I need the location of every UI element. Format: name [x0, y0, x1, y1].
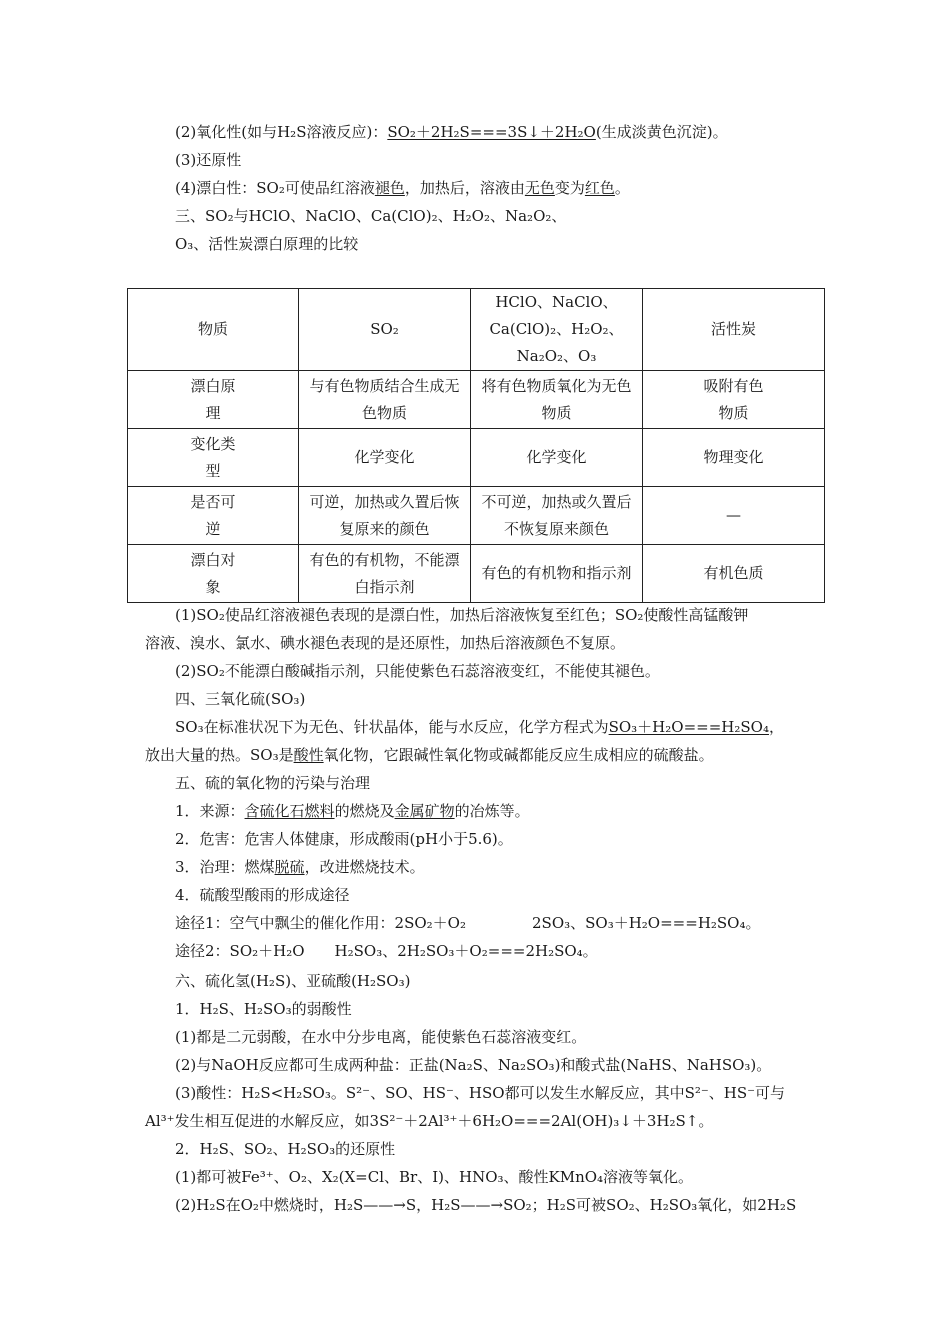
underlined-term: 脱硫: [274, 858, 305, 876]
pathway-1: [175, 912, 761, 934]
pollution-treatment: [175, 856, 425, 878]
pathway-2: [175, 940, 598, 962]
table-cell: 不可逆，加热或久置后不恢复原来颜色: [471, 487, 643, 545]
header-cell: 活性炭: [643, 289, 825, 371]
table-cell: 化学变化: [299, 429, 471, 487]
reducing-heading: 2．H₂S、SO₂、H₂SO₃的还原性: [175, 1140, 396, 1158]
section-four-heading: 四、三氧化硫(SO₃): [175, 690, 306, 708]
text: 的冶炼等。: [454, 802, 530, 820]
text: SO₃在标准状况下为无色、针状晶体，能与水反应，化学方程式为: [175, 718, 609, 736]
section-three-heading: 三、SO₂与HClO、NaClO、Ca(ClO)₂、H₂O₂、Na₂O₂、: [175, 207, 567, 225]
note-1: (1)SO₂使品红溶液褪色表现的是漂白性，加热后溶液恢复至红色；SO₂使酸性高锰酸钾: [175, 606, 749, 624]
underlined-term: 酸性: [293, 746, 324, 764]
table-row: [128, 371, 825, 429]
underlined-term: 无色: [524, 179, 555, 197]
bleaching-property-line: [175, 177, 630, 199]
acid-rain-heading: 4．硫酸型酸雨的形成途径: [175, 886, 350, 904]
note-2: (2)SO₂不能漂白酸碱指示剂，只能使紫色石蕊溶液变红，不能使其褪色。: [175, 662, 660, 680]
table-cell: 有机色质: [643, 545, 825, 603]
text: 氧化物，它跟碱性氧化物或碱都能反应生成相应的硫酸盐。: [323, 746, 714, 764]
note-1-cont: 溶液、溴水、氯水、碘水褪色表现的是还原性，加热后溶液颜色不复原。: [145, 634, 626, 652]
text: 3．治理：燃煤: [175, 858, 275, 876]
text: 放出大量的热。SO₃是: [145, 746, 294, 764]
table-row: [128, 545, 825, 603]
underlined-term: 含硫化石燃料: [244, 802, 335, 820]
row-label: 是否可逆: [128, 487, 299, 545]
text: ，: [768, 718, 784, 736]
weak-acid-heading: 1．H₂S、H₂SO₃的弱酸性: [175, 1000, 352, 1018]
underlined-term: 褪色: [374, 179, 405, 197]
weak-acid-3: (3)酸性：H₂S<H₂SO₃。S²⁻、SO、HS⁻、HSO都可以发生水解反应，其中S²⁻、HS⁻可与: [175, 1084, 786, 1102]
table-row: [128, 429, 825, 487]
table-cell: 物理变化: [643, 429, 825, 487]
table-row: [128, 487, 825, 545]
weak-acid-2: (2)与NaOH反应都可生成两种盐：正盐(Na₂S、Na₂SO₃)和酸式盐(NaHS、NaHSO₃)。: [175, 1056, 772, 1074]
table-cell: 有色的有机物，不能漂白指示剂: [299, 545, 471, 603]
text: 的燃烧及: [334, 802, 395, 820]
header-cell: 物质: [128, 289, 299, 371]
reducing-1: (1)都可被Fe³⁺、O₂、X₂(X=Cl、Br、I)、HNO₃、酸性KMnO₄溶液等氧化。: [175, 1168, 694, 1186]
so3-description: [175, 716, 784, 738]
underlined-term: 红色: [584, 179, 615, 197]
text: 途径1：空气中飘尘的催化作用：2SO₂＋O₂: [175, 914, 466, 932]
table-cell: 可逆，加热或久置后恢复原来的颜色: [299, 487, 471, 545]
section-six-heading: 六、硫化氢(H₂S)、亚硫酸(H₂SO₃): [175, 972, 411, 990]
equation: SO₂＋2H₂S===3S↓＋2H₂O: [387, 123, 596, 141]
oxidizing-property-line: [175, 121, 728, 143]
row-label: 漂白对象: [128, 545, 299, 603]
text: 1．来源：: [175, 802, 245, 820]
table-cell: 有色的有机物和指示剂: [471, 545, 643, 603]
text: (4)漂白性：SO₂可使品红溶液: [175, 179, 375, 197]
weak-acid-1: (1)都是二元弱酸，在水中分步电离，能使紫色石蕊溶液变红。: [175, 1028, 587, 1046]
table-cell: 吸附有色物质: [643, 371, 825, 429]
so3-description-cont: [145, 744, 714, 766]
header-cell: SO₂: [299, 289, 471, 371]
text: H₂SO₃、2H₂SO₃＋O₂===2H₂SO₄。: [334, 942, 598, 960]
pollution-source: [175, 800, 530, 822]
section-three-heading-cont: O₃、活性炭漂白原理的比较: [175, 235, 359, 253]
section-five-heading: 五、硫的氧化物的污染与治理: [175, 774, 371, 792]
row-label: 漂白原理: [128, 371, 299, 429]
text: ，加热后，溶液由: [404, 179, 525, 197]
pollution-harm: 2．危害：危害人体健康，形成酸雨(pH小于5.6)。: [175, 830, 513, 848]
text: (2)氧化性(如与H₂S溶液反应)：: [175, 123, 388, 141]
equation: SO₃＋H₂O===H₂SO₄: [608, 718, 769, 736]
row-label: 变化类型: [128, 429, 299, 487]
text: ，改进燃烧技术。: [304, 858, 425, 876]
table-cell: 将有色物质氧化为无色物质: [471, 371, 643, 429]
table-cell: —: [643, 487, 825, 545]
header-cell: HClO、NaClO、Ca(ClO)₂、H₂O₂、Na₂O₂、O₃: [471, 289, 643, 371]
reducing-2: (2)H₂S在O₂中燃烧时，H₂S——→S，H₂S——→SO₂；H₂S可被SO₂、H₂SO₃氧化，如2H₂S: [175, 1196, 797, 1214]
table-cell: 化学变化: [471, 429, 643, 487]
underlined-term: 金属矿物: [394, 802, 455, 820]
table-header-row: [128, 289, 825, 371]
text: 2SO₃、SO₃＋H₂O===H₂SO₄。: [532, 914, 761, 932]
text: (生成淡黄色沉淀)。: [595, 123, 728, 141]
bleaching-comparison-table: [127, 288, 825, 603]
table-cell: 与有色物质结合生成无色物质: [299, 371, 471, 429]
text: 途径2：SO₂＋H₂O: [175, 942, 305, 960]
weak-acid-3-cont: Al³⁺发生相互促进的水解反应，如3S²⁻＋2Al³⁺＋6H₂O===2Al(OH)₃↓＋3H₂S↑。: [145, 1112, 714, 1130]
text: 变为: [554, 179, 585, 197]
reducing-property-line: (3)还原性: [175, 151, 242, 169]
text: 。: [614, 179, 630, 197]
